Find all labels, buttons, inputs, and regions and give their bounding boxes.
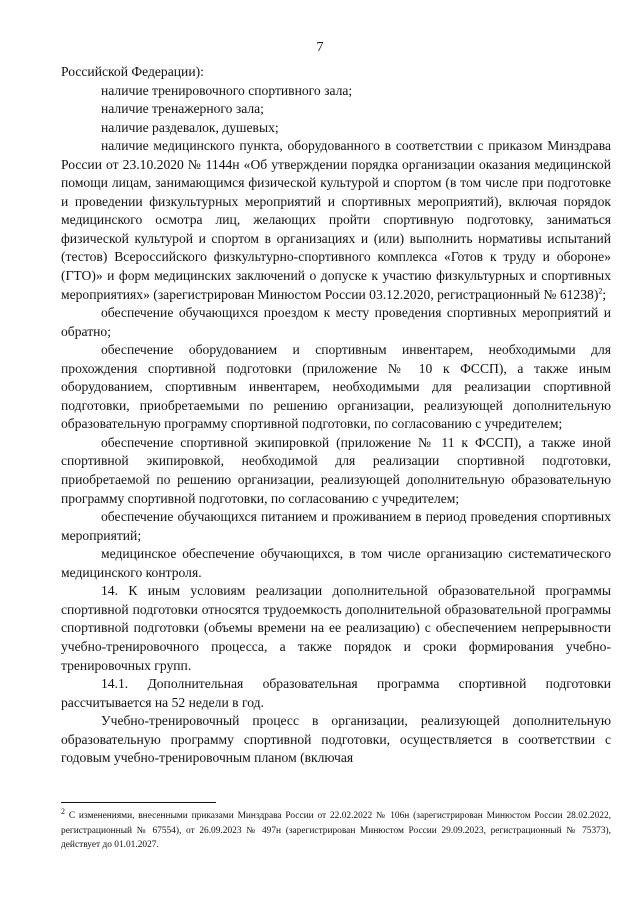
paragraph: Учебно-тренировочный процесс в организации, реализующей дополнительную образовательную программу спортивной подготовки, осуществляется в соответствии с годовым учебно-тренировочным планом (включая: [61, 713, 611, 766]
paragraph: обеспечение обучающихся проездом к месту проведения спортивных мероприятий и обратно;: [61, 305, 611, 339]
paragraph: наличие тренажерного зала;: [101, 101, 264, 117]
paragraph-tail: ;: [602, 286, 607, 302]
paragraph: наличие тренировочного спортивного зала;: [101, 82, 353, 98]
paragraph: Российской Федерации):: [61, 64, 204, 79]
paragraph-medical-point: [61, 137, 611, 304]
paragraph: обеспечение обучающихся питанием и проживанием в период проведения спортивных мероприятий;: [61, 509, 611, 543]
paragraph: наличие раздевалок, душевых;: [101, 119, 279, 135]
page-number: 7: [316, 40, 324, 55]
paragraph: обеспечение спортивной экипировкой (приложение № 11 к ФССП), а также иной спортивной экипировкой, необходимой для реализации спортивной подготовки, приобретаемой по решению организации, реализующей дополнительную образовательную программу спортивной подготовки, по согласованию с учредителем;: [61, 434, 611, 506]
paragraph: 14. К иным условиям реализации дополнительной образовательной программы спортивной подготовки относятся трудоемкость дополнительной образовательной программы спортивной подготовки (объемы времени на ее реализацию) с обеспечением непрерывности учебно-тренировочного процесса, а также порядок и сроки формирования учебно-тренировочных групп.: [61, 583, 611, 673]
body-text: [61, 63, 611, 768]
footnote-reference[interactable]: 2: [598, 286, 603, 296]
footnote-divider: [61, 802, 216, 803]
paragraph: медицинское обеспечение обучающихся, в том числе организацию систематического медицинского контроля.: [61, 546, 611, 580]
paragraph: 14.1. Дополнительная образовательная программа спортивной подготовки рассчитывается на 52 недели в год.: [61, 676, 611, 710]
paragraph-text: наличие медицинского пункта, оборудованного в соответствии с приказом Минздрава России от 23.10.2020 № 1144н «Об утверждении порядка организации оказания медицинской помощи лицам, занимающимся физической культурой и спортом (в том числе при подготовке и проведении физкультурных мероприятий и спортивных мероприятий), включая порядок медицинского осмотра лиц, желающих пройти спортивную подготовку, заниматься физической культурой и спортом в организациях и (или) выполнить нормативы испытаний (тестов) Всероссийского физкультурно-спортивного комплекса «Готов к труду и обороне» (ГТО)» и форм медицинских заключений о допуске к участию физкультурных и спортивных мероприятиях» (зарегистрирован Минюстом России 03.12.2020, регистрационный № 61238): [61, 138, 611, 302]
paragraph: обеспечение оборудованием и спортивным инвентарем, необходимыми для прохождения спортивной подготовки (приложение № 10 к ФССП), а также иным оборудованием, спортивным инвентарем, необходимыми для реализации спортивной подготовки, приобретаемыми по решению организации, реализующей дополнительную образовательную программу спортивной подготовки, по согласованию с учредителем;: [61, 342, 611, 432]
footnote: [61, 806, 612, 853]
footnote-text: С изменениями, внесенными приказами Минздрава России от 22.02.2022 № 106н (зарегистрирован Минюстом России 28.02.2022, регистрационный № 67554), от 26.09.2023 № 497н (зарегистрирован Минюстом России 29.09.2023, регистрационный № 75373), действует до 01.01.2027.: [61, 811, 612, 850]
footnote-marker: 2: [61, 806, 65, 816]
